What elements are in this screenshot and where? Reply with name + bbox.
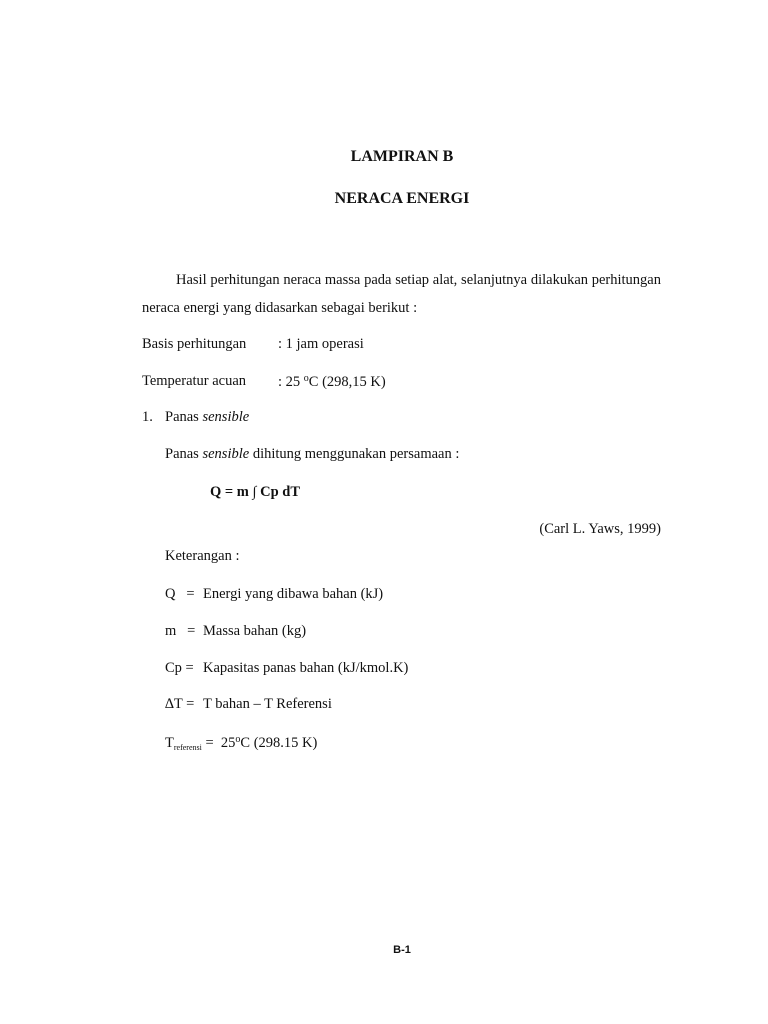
tref-subscript: referensi: [173, 743, 202, 752]
intro-text: Hasil perhitungan neraca massa pada setiap alat, selanjutnya dilakukan perhitungan neraca energi yang didasarkan sebagai berikut :: [142, 272, 661, 316]
reference-temp-unit: C (298,15 K): [308, 374, 386, 390]
tref-number: 25: [220, 735, 236, 751]
tref-eq: =: [205, 735, 214, 751]
section-title-plain: Panas: [165, 409, 203, 425]
degree-mark: o: [303, 373, 309, 384]
definition-delta-t: [165, 696, 332, 713]
def-symbol: Q =: [165, 586, 195, 602]
definition-m: [165, 623, 306, 640]
definition-t-referensi: [165, 734, 317, 752]
basis-value: : 1 jam operasi: [278, 336, 364, 352]
heat-formula: Q = m ∫ Cp dT: [210, 484, 300, 500]
definition-cp: [165, 660, 408, 677]
reference-temp-number: : 25: [278, 374, 304, 390]
def-symbol: ∆T =: [165, 696, 195, 712]
section-description: [165, 446, 459, 463]
def-meaning: Energi yang dibawa bahan (kJ): [203, 586, 384, 602]
desc-italic: sensible: [202, 446, 250, 462]
reference-temp-label: Temperatur acuan: [142, 373, 247, 389]
def-meaning: Kapasitas panas bahan (kJ/kmol.K): [203, 660, 409, 676]
desc-suffix: dihitung menggunakan persamaan :: [249, 446, 460, 462]
degree-mark: o: [235, 734, 241, 745]
basis-label: Basis perhitungan: [142, 336, 247, 352]
citation: (Carl L. Yaws, 1999): [539, 521, 661, 537]
tref-unit: C (298.15 K): [240, 735, 318, 751]
reference-temp-value: [278, 373, 386, 391]
tref-symbol: T: [165, 735, 174, 751]
definition-q: [165, 586, 383, 603]
def-meaning: T bahan – T Referensi: [203, 696, 332, 712]
page-number: B-1: [393, 944, 411, 956]
def-meaning: Massa bahan (kg): [203, 623, 307, 639]
desc-prefix: Panas: [165, 446, 203, 462]
keterangan-label: Keterangan :: [165, 548, 240, 564]
section-title: [165, 409, 249, 426]
section-title-italic: sensible: [202, 409, 250, 425]
def-symbol: Cp =: [165, 660, 194, 676]
def-symbol: m =: [165, 623, 196, 639]
page-title: LAMPIRAN B: [350, 148, 454, 165]
intro-paragraph: [142, 266, 661, 322]
page-subtitle: NERACA ENERGI: [334, 190, 470, 207]
section-number: 1.: [142, 409, 153, 425]
